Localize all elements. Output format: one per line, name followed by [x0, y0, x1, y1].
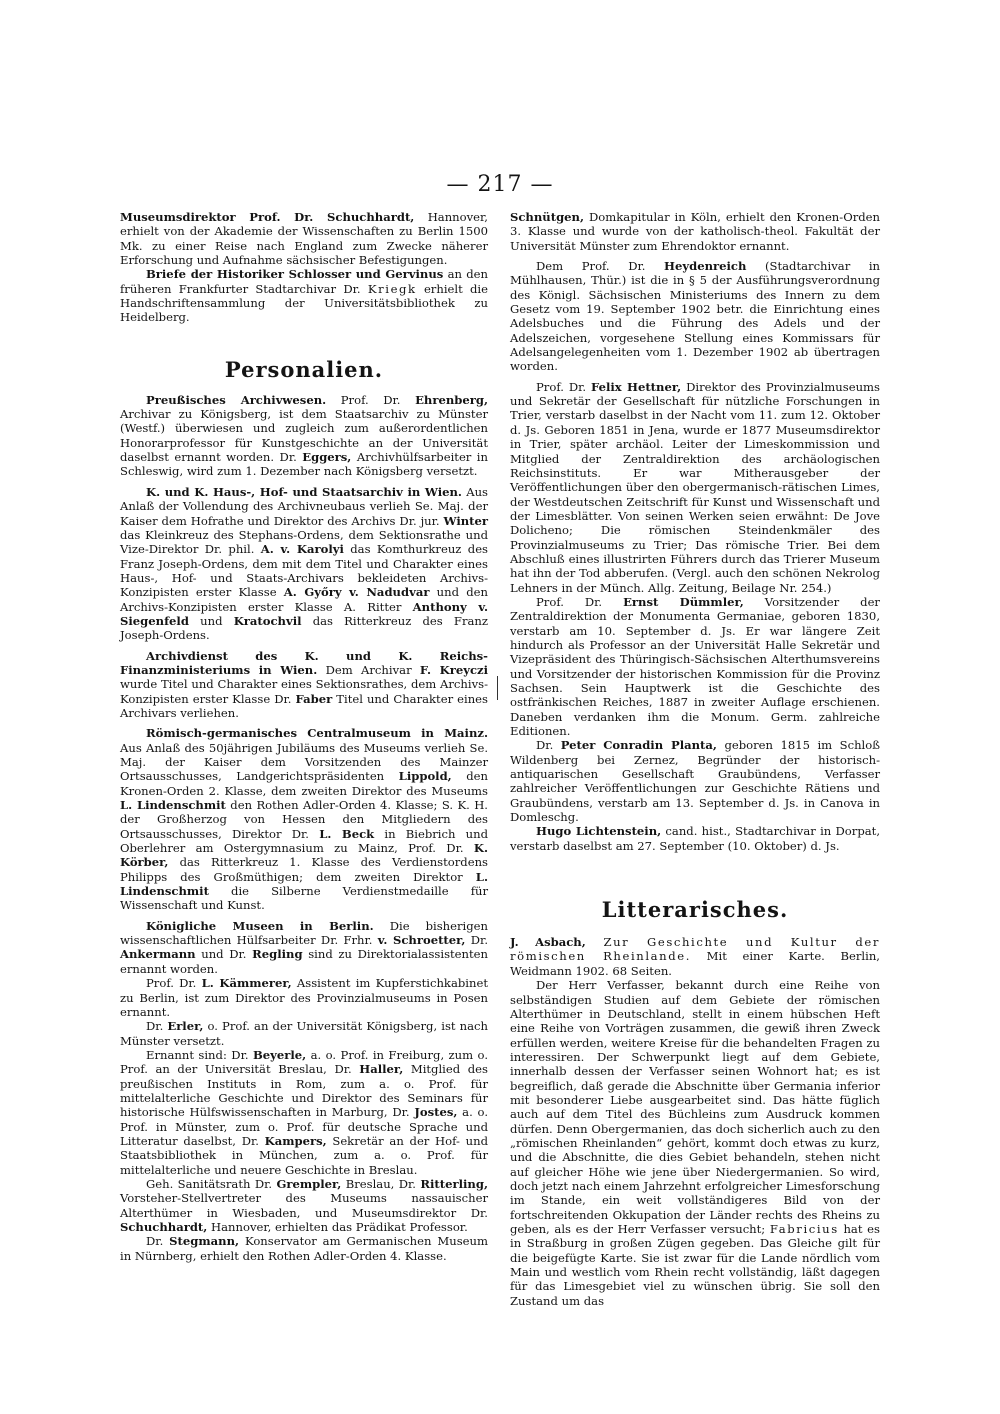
- news-item: Dr. Stegmann, Konservator am Germanischen Museum in Nürnberg, erhielt den Rothen Adler-Orden 4. Klasse.: [120, 1234, 488, 1263]
- margin-rule: [497, 676, 498, 700]
- page-number: — 217 —: [446, 172, 554, 197]
- news-item: Briefe der Historiker Schlosser und Gervinus an den früheren Frankfurter Stadtarchivar Dr. Kriegk erhielt die Handschriftensammlung der Universitätsbibliothek zu Heidelberg.: [120, 267, 489, 325]
- news-item: Dr. Erler, o. Prof. an der Universität Königsberg, ist nach Münster versetzt.: [120, 1019, 488, 1048]
- news-item: Geh. Sanitätsrath Dr. Grempler, Breslau, Dr. Ritterling, Vorsteher-Stellvertreter des Museums nassauischer Alterthümer in Wiesbaden, und Museumsdirektor Dr. Schuchhardt, Hannover, erhielten das Prädikat Professor.: [120, 1176, 489, 1234]
- obituary-item: Hugo Lichtenstein, cand. hist., Stadtarchivar in Dorpat, verstarb daselbst am 27. September (10. Oktober) d. Js.: [510, 824, 881, 853]
- news-item: Dem Prof. Dr. Heydenreich (Stadtarchivar in Mühlhausen, Thür.) ist die in § 5 der Ausführungsverordnung des Königl. Sächsischen Ministeriums des Innern zu dem Gesetz vom 19. September 1902 betr. die Einrichtung eines Adelsbuches und die Führung des Adels und der Adelszeichen, vorgesehene Stellung eines Kommissars für Adelsangelegenheiten vom 1. Dezember 1902 ab übertragen worden.: [510, 259, 880, 374]
- news-item: Königliche Museen in Berlin. Die bisherigen wissenschaftlichen Hülfsarbeiter Dr. Frhr. v. Schroetter, Dr. Ankermann und Dr. Regling sind zu Direktorialassistenten ernannt worden.: [120, 918, 488, 976]
- news-item: Prof. Dr. L. Kämmerer, Assistent im Kupferstichkabinet zu Berlin, ist zum Direktor des Provinzialmuseums in Posen ernannt.: [120, 976, 488, 1019]
- news-item: Römisch-germanisches Centralmuseum in Mainz. Aus Anlaß des 50jährigen Jubiläums des Museums verlieh Se. Maj. der Kaiser dem Vorsitzenden des Mainzer Ortsausschusses, Landgerichtspräsidenten Lippold, den Kronen-Orden 2. Klasse, dem zweiten Direktor des Museums L. Lindenschmit den Rothen Adler-Orden 4. Klasse; S. K. H. der Großherzog von Hessen den Mitgliedern des Ortsausschusses, Direktor Dr. L. Beck in Biebrich und Oberlehrer am Ostergymnasium zu Mainz, Prof. Dr. K. Körber, das Ritterkreuz 1. Klasse des Verdienstordens Philipps des Großmüthigen; dem zweiten Direktor L. Lindenschmit die Silberne Verdienstmedaille für Wissenschaft und Kunst.: [120, 726, 489, 913]
- obituary-item: Dr. Peter Conradin Planta, geboren 1815 im Schloß Wildenberg bei Zernez, Begründer der historisch-antiquarischen Gesellschaft Graubündens, Verfasser zahlreicher Veröffentlichungen zur Geschichte Rätiens und Graubündens, verstarb am 13. September d. Js. in Canova in Domleschg.: [510, 738, 880, 825]
- book-review-text: Der Herr Verfasser, bekannt durch eine Reihe von selbständigen Studien auf dem Gebiete der römischen Alterthümer in Deutschland, stellt in einem hübschen Heft eine Reihe von Vorträgen zusammen, die gewiß ihren Zweck erfüllen werden, weitere Kreise für die behandelten Fragen zu interessiren. Der Schwerpunkt liegt auf dem Gebiete, innerhalb dessen der Verfasser seinen Wohnort hat; es ist begreiflich, daß gerade die Abschnitte über Germania inferior mit besonderer Liebe ausgearbeitet sind. Das hätte füglich auch auf dem Titel des Büchleins zum Ausdruck kommen dürfen. Denn Obergermanien, das doch sicherlich auch zu den „römischen Rheinlanden“ gehört, kommt doch etwas zu kurz, und die Abschnitte, die dies Gebiet behandeln, stehen nicht auf gleicher Höhe wie jene über Niedergermanien. So wird, doch jetzt nach einem Jahrzehnt erfolgreicher Limesforschung im Stande, ein weit vollständigeres Bild von der fortschreitenden Okkupation der Länder rechts des Rheins zu geben, als es der Herr Verfasser versucht; Fabricius hat es in Straßburg in großen Zügen gegeben. Das Gleiche gilt für die beigefügte Karte. Sie ist zwar für die Lande nördlich vom Main und westlich vom Rhein recht vollständig, läßt dagegen für das Limesgebiet viel zu wünschen übrig. Sie soll den Zustand um das: [510, 978, 880, 1308]
- section-heading-personalien: Personalien.: [224, 356, 384, 382]
- news-item: Ernannt sind: Dr. Beyerle, a. o. Prof. in Freiburg, zum o. Prof. an der Universität Breslau, Dr. Haller, Mitglied des preußischen Instituts in Rom, zum a. o. Prof. für mittelalterliche Geschichte und Direktor des Seminars für historische Hülfswissenschaften in Marburg, Dr. Jostes, a. o. Prof. in Münster, zum o. Prof. für deutsche Sprache und Litteratur daselbst, Dr. Kampers, Sekretär an der Hof- und Staatsbibliothek in München, zum a. o. Prof. für mittelalterliche und neuere Geschichte in Breslau.: [120, 1047, 489, 1177]
- left-column: [120, 210, 488, 1263]
- news-item: Archivdienst des K. und K. Reichs-Finanzministeriums in Wien. Dem Archivar F. Kreyczi wurde Titel und Charakter eines Sektionsrathes, dem Archivs-Konzipisten erster Klasse Dr. Faber Titel und Charakter eines Archivars verliehen.: [120, 648, 488, 720]
- right-column: [510, 210, 880, 1308]
- obituary-item: Prof. Dr. Felix Hettner, Direktor des Provinzialmuseums und Sekretär der Gesellschaft für nützliche Forschungen in Trier, verstarb daselbst in der Nacht vom 11. zum 12. Oktober d. Js. Geboren 1851 in Jena, wurde er 1877 Museumsdirektor in Trier, später archäol. Leiter der Limeskommission und Mitglied der Zentraldirektion des archäologischen Reichsinstituts. Er war Mitherausgeber der Veröffentlichungen über den obergermanisch-rätischen Limes, der Westdeutschen Zeitschrift für Kunst und Wissenschaft und der Limesblätter. Von seinen Werken seien erwähnt: De Jove Dolicheno; Die römischen Steindenkmäler des Provinzialmuseums zu Trier; Das römische Trier. Bei dem Abschluß eines illustrirten Führers durch das Trierer Museum hat ihn der Tod abberufen. (Vergl. auch den schönen Nekrolog Lehners in der Münch. Allg. Zeitung, Beilage Nr. 254.): [510, 379, 881, 595]
- section-heading-litterarisches: Litterarisches.: [601, 897, 789, 923]
- news-item: Schnütgen, Domkapitular in Köln, erhielt den Kronen-Orden 3. Klasse und wurde von der katholisch-theol. Fakultät der Universität Münster zum Ehrendoktor ernannt.: [510, 210, 880, 253]
- news-item: Museumsdirektor Prof. Dr. Schuchhardt, Hannover, erhielt von der Akademie der Wissenschaften zu Berlin 1500 Mk. zu einer Reise nach England zum Zwecke näherer Erforschung und Aufnahme sächsischer Befestigungen.: [120, 210, 488, 268]
- news-item: K. und K. Haus-, Hof- und Staatsarchiv in Wien. Aus Anlaß der Vollendung des Archivneubaus verlieh Se. Maj. der Kaiser dem Hofrathe und Direktor des Archivs Dr. jur. Winter das Kleinkreuz des Stephans-Ordens, dem Sektionsrathe und Vize-Direktor Dr. phil. A. v. Karolyi das Komthurkreuz des Franz Joseph-Ordens, dem mit dem Titel und Charakter eines Haus-, Hof- und Staats-Archivars bekleideten Archivs-Konzipisten erster Klasse A. Győry v. Nadudvar und den Archivs-Konzipisten erster Klasse A. Ritter Anthony v. Siegenfeld und Kratochvil das Ritterkreuz des Franz Joseph-Ordens.: [120, 484, 489, 643]
- obituary-item: Prof. Dr. Ernst Dümmler, Vorsitzender der Zentraldirektion der Monumenta Germaniae, geboren 1830, verstarb am 10. September d. Js. Er war längere Zeit hindurch als Professor an der Universität Halle Sekretär und Vizepräsident des Thüringisch-Sächsischen Alterthumsvereins und Vorsitzender der historischen Kommission für die Provinz Sachsen. Sein Hauptwerk ist die Geschichte des ostfränkischen Reiches, 1887 in zweiter Auflage erschienen. Daneben verdanken ihm die Monum. Germ. zahlreiche Editionen.: [510, 594, 880, 739]
- book-citation: J. Asbach, Zur Geschichte und Kultur der römischen Rheinlande. Mit einer Karte. Berlin, Weidmann 1902. 68 Seiten.: [510, 935, 880, 978]
- news-item: Preußisches Archivwesen. Prof. Dr. Ehrenberg, Archivar zu Königsberg, ist dem Staatsarchiv zu Münster (Westf.) überwiesen und zugleich zum außerordentlichen Honorarprofessor für Kunstgeschichte an der Universität daselbst ernannt worden. Dr. Eggers, Archivhülfsarbeiter in Schleswig, wird zum 1. Dezember nach Königsberg versetzt.: [120, 392, 488, 479]
